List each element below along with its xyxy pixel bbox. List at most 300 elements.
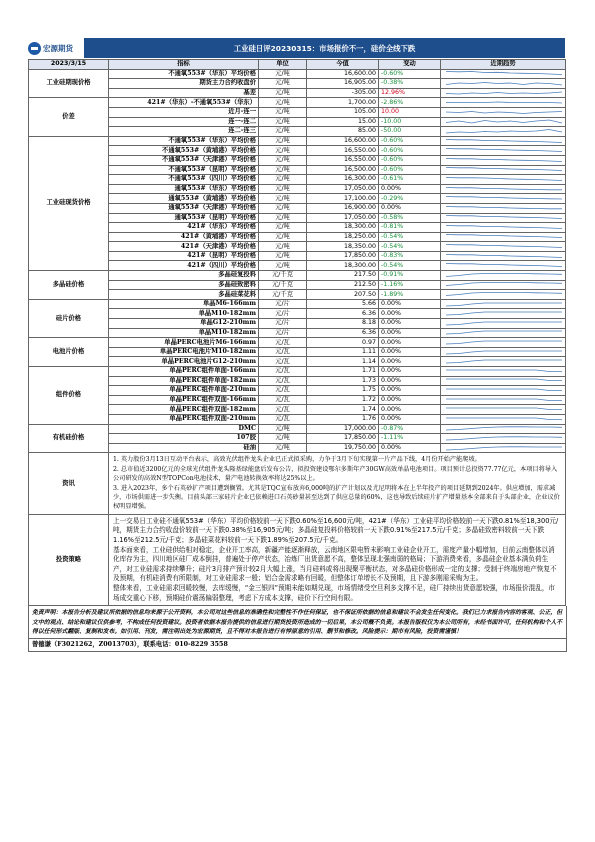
unit-cell: 元/吨	[259, 213, 307, 223]
unit-cell: 元/吨	[259, 203, 307, 213]
indicator-name: 单晶PERC组件单面-210mm	[109, 386, 259, 396]
trend-line	[446, 408, 562, 410]
strategy-paragraph: 上一交易日工业硅不通氧553#（华东）平均价格较前一天下跌0.60%至16,600元/吨，421#（华东）工业硅平均价格较前一天下跌0.81%至18,300元/吨，期货主力合约收盘价较前一天下跌0.38%至16,905元/吨；多晶硅复投料价格较前一天下跌0.91%至217.5元/千克；多晶硅致密料较前一天下跌1.16%至212.5元/千克；多晶硅菜花料较前一天下跌1.89%至207.5元/千克。	[113, 516, 559, 544]
change-cell: -2.86%	[379, 98, 441, 108]
trend-line	[446, 187, 562, 189]
table-row	[29, 155, 566, 165]
value-cell: 18,300.00	[307, 261, 379, 271]
unit-cell: 元/吨	[259, 232, 307, 242]
table-row	[29, 424, 566, 434]
logo-mark-icon	[28, 42, 41, 55]
table-row	[29, 357, 566, 367]
table-row	[29, 242, 566, 252]
unit-cell: 元/吨	[259, 223, 307, 233]
company-logo	[28, 41, 80, 55]
trend-sparkline	[441, 319, 566, 329]
change-cell: -0.38%	[379, 79, 441, 89]
trend-sparkline	[441, 155, 566, 165]
trend-sparkline	[441, 107, 566, 117]
trend-sparkline	[441, 405, 566, 415]
table-row	[29, 165, 566, 175]
indicator-name: 421#（昆明）平均价格	[109, 251, 259, 261]
unit-cell: 元/吨	[259, 127, 307, 137]
trend-line	[446, 437, 562, 440]
trend-line	[446, 264, 562, 267]
table-row	[29, 69, 566, 79]
header-date: 2023/3/15	[29, 60, 109, 70]
change-cell: -10.00	[379, 117, 441, 127]
strategy-label: 投资策略	[29, 514, 109, 605]
category-label: 价差	[29, 98, 109, 136]
unit-cell: 元/吨	[259, 79, 307, 89]
change-cell: -0.54%	[379, 242, 441, 252]
change-cell: 12.96%	[379, 88, 441, 98]
trend-line	[446, 351, 562, 354]
indicator-name: 期货主力合约收盘价	[109, 79, 259, 89]
change-cell: 0.00%	[379, 395, 441, 405]
trend-line	[446, 216, 562, 219]
strategy-row	[29, 514, 566, 605]
indicator-name: 通氧553#（华东）平均价格	[109, 184, 259, 194]
trend-line	[446, 389, 562, 391]
trend-sparkline	[441, 213, 566, 223]
trend-sparkline	[441, 175, 566, 185]
unit-cell: 元/千克	[259, 280, 307, 290]
indicator-name: 421#（天津港）平均价格	[109, 242, 259, 252]
table-row	[29, 98, 566, 108]
trend-line	[446, 341, 562, 344]
trend-sparkline	[441, 376, 566, 386]
trend-line	[446, 235, 562, 238]
table-body	[29, 69, 566, 453]
change-cell: -1.89%	[379, 290, 441, 300]
value-cell: 16,500.00	[307, 165, 379, 175]
table-row	[29, 271, 566, 281]
trend-sparkline	[441, 194, 566, 204]
disclaimer: 免责声明：本报告分析及建议所依据的信息均来源于公开资料，本公司对这些信息的准确性和完整性不作任何保证，也不保证所依据的信息和建议不会发生任何变化。我们已力求报告内容的客观、公正，但文中的观点、结论和建议仅供参考，不构成任何投资建议。投资者依据本报告提供的信息进行期货投资所造成的一切后果，本公司概不负责。本报告版权仅为本公司所有，未经书面许可，任何机构和个人不得以任何形式翻版、复制和发布。如引用、刊发，需注明出处为宏源期货，且不得对本报告进行有悖原意的引用、删节和修改。风险提示：期市有风险，投资需谨慎！	[28, 606, 567, 639]
value-cell: 1.71	[307, 367, 379, 377]
indicator-name: 通氧553#（昆明）平均价格	[109, 213, 259, 223]
change-cell: -0.60%	[379, 136, 441, 146]
change-cell: 0.00%	[379, 319, 441, 329]
indicator-name: 单晶M10-182mm	[109, 328, 259, 338]
value-cell: 1.14	[307, 357, 379, 367]
trend-sparkline	[441, 69, 566, 79]
news-label: 资讯	[29, 453, 109, 514]
change-cell: 0.00%	[379, 357, 441, 367]
trend-line	[446, 446, 562, 449]
trend-line	[446, 111, 562, 113]
value-cell: 207.50	[307, 290, 379, 300]
indicator-name: 单晶PERC组件单面-182mm	[109, 376, 259, 386]
table-row	[29, 127, 566, 137]
unit-cell: 元/瓦	[259, 357, 307, 367]
value-cell: 17,050.00	[307, 213, 379, 223]
table-row	[29, 328, 566, 338]
value-cell: 18,300.00	[307, 223, 379, 233]
change-cell: -1.16%	[379, 280, 441, 290]
indicator-name: 不通氧553#（昆明）平均价格	[109, 165, 259, 175]
indicator-name: 单晶PERC电池片M6-166mm	[109, 338, 259, 348]
value-cell: 16,900.00	[307, 203, 379, 213]
table-row	[29, 280, 566, 290]
strategy-paragraph: 基本面来看，工业硅供给相对稳定，企业开工率高，新疆产能逐渐释放，云南地区限电暂未影响工业硅企业开工，需度产量小幅增加，目前云南整体以消化库存为主，四川地区硅厂成本倒挂，普遍处于停产状态，冶炼厂出货意愿不高，整体呈现北强南弱的格局；下游消费来看，多晶硅企业基本满负荷生产，对工业硅需求持续攀升；硅片3月排产预计较2月大幅上涨，当月硅料或将出现聚平衡状态，对多晶硅价格形成一定的支撑；受制于终端房地产恢复不及预期，有机硅消费有所限制，对工业硅需求一般；铝合金需求略有回暖，但整体订单增长不及预期，且下游多刚需采购为主。	[113, 545, 557, 583]
unit-cell: 元/瓦	[259, 338, 307, 348]
trend-line	[446, 72, 562, 75]
indicator-name: 连一-连二	[109, 117, 259, 127]
strategy-content	[109, 514, 566, 605]
table-row	[29, 232, 566, 242]
value-cell: 16,300.00	[307, 175, 379, 185]
trend-line	[446, 92, 562, 94]
change-cell: 0.00%	[379, 367, 441, 377]
trend-sparkline	[441, 146, 566, 156]
news-content	[109, 453, 566, 514]
trend-line	[446, 168, 562, 171]
change-cell: 0.00%	[379, 347, 441, 357]
table-row	[29, 299, 566, 309]
table-row	[29, 414, 566, 424]
trend-line	[446, 129, 562, 133]
unit-cell: 元/片	[259, 319, 307, 329]
trend-line	[446, 427, 562, 430]
change-cell: 0.00%	[379, 203, 441, 213]
table-row	[29, 376, 566, 386]
unit-cell: 元/吨	[259, 434, 307, 444]
unit-cell: 元/片	[259, 309, 307, 319]
table-row	[29, 405, 566, 415]
report-header	[28, 38, 565, 58]
change-cell: 0.00%	[379, 386, 441, 396]
news-item: 2. 总市值近3200亿元的全球光伏组件龙头隆基绿能盘后发布公告，拟投资建设鄂尔多斯年产30GW高效单晶电池项目。项目预计总投资77.77亿元，本项目将导入公司研发的高效N型TOPCon电池技术，量产电池转换效率将达25%以上。	[113, 465, 558, 483]
change-cell: 0.00%	[379, 414, 441, 424]
trend-line	[446, 139, 562, 142]
value-cell: 19,750.00	[307, 443, 379, 453]
trend-sparkline	[441, 434, 566, 444]
trend-line	[446, 273, 562, 276]
value-cell: 6.36	[307, 328, 379, 338]
value-cell: 105.00	[307, 107, 379, 117]
change-cell: -0.60%	[379, 165, 441, 175]
news-item: 1. 英力股份3月13日互动平台表示，高效光伏组件龙头企业已正式拟采购，力争于3月下旬实现第一片产品下线，4月份开始产能爬坡。	[113, 456, 481, 464]
value-cell: 1.74	[307, 405, 379, 415]
trend-line	[446, 197, 562, 200]
table-row	[29, 386, 566, 396]
trend-sparkline	[441, 261, 566, 271]
indicator-name: 单晶M6-166mm	[109, 299, 259, 309]
table-row	[29, 117, 566, 127]
value-cell: 16,600.00	[307, 136, 379, 146]
unit-cell: 元/吨	[259, 261, 307, 271]
table-row	[29, 175, 566, 185]
table-row	[29, 261, 566, 271]
unit-cell: 元/吨	[259, 424, 307, 434]
category-label: 有机硅价格	[29, 424, 109, 453]
category-label: 工业硅现货价格	[29, 136, 109, 270]
indicator-name: 421#（华东）-不通氧553#（华东）	[109, 98, 259, 108]
value-cell: 15.00	[307, 117, 379, 127]
value-cell: 16,905.00	[307, 79, 379, 89]
unit-cell: 元/瓦	[259, 405, 307, 415]
trend-line	[446, 82, 562, 85]
trend-sparkline	[441, 347, 566, 357]
indicator-name: 多晶硅致密料	[109, 280, 259, 290]
indicator-name: 不通氧553#（华东）平均价格	[109, 136, 259, 146]
logo-text: 宏源期货	[43, 43, 73, 53]
table-row	[29, 107, 566, 117]
change-cell: 0.00%	[379, 184, 441, 194]
trend-sparkline	[441, 127, 566, 137]
table-row	[29, 319, 566, 329]
change-cell: 0.00%	[379, 443, 441, 453]
value-cell: 17,850.00	[307, 434, 379, 444]
table-row	[29, 213, 566, 223]
unit-cell: 元/吨	[259, 146, 307, 156]
unit-cell: 元/瓦	[259, 376, 307, 386]
table-row	[29, 203, 566, 213]
trend-line	[446, 177, 562, 180]
category-label: 硅片价格	[29, 299, 109, 337]
indicator-name: 不通氧553#（黄埔港）平均价格	[109, 146, 259, 156]
indicator-name: 107胶	[109, 434, 259, 444]
change-cell: -0.54%	[379, 232, 441, 242]
change-cell: 0.00%	[379, 299, 441, 309]
trend-sparkline	[441, 184, 566, 194]
trend-line	[446, 418, 562, 420]
trend-sparkline	[441, 357, 566, 367]
value-cell: 16,600.00	[307, 69, 379, 79]
unit-cell: 元/瓦	[259, 386, 307, 396]
unit-cell: 元/片	[259, 299, 307, 309]
indicator-name: 连二-连三	[109, 127, 259, 137]
value-cell: 17,850.00	[307, 251, 379, 261]
change-cell: -50.00	[379, 127, 441, 137]
change-cell: -0.29%	[379, 194, 441, 204]
trend-sparkline	[441, 251, 566, 261]
strategy-paragraph: 整体来看，工业硅需求回暖较慢，去库缓慢，“金三银四”预期未能如期兑现，市场情绪受空旦利多支撑不足，硅厂持续出货意愿较强，市场报价混乱，市场成交重心下移，预期硅价震荡偏弱整理，考虑下方成本支撑，硅价下行空间有限。	[113, 583, 556, 602]
value-cell: 1.73	[307, 376, 379, 386]
unit-cell: 元/吨	[259, 242, 307, 252]
change-cell: -0.60%	[379, 146, 441, 156]
header-trend: 近期趋势	[441, 60, 566, 70]
price-table	[28, 59, 566, 606]
indicator-name: 不通氧553#（四川）平均价格	[109, 175, 259, 185]
trend-sparkline	[441, 242, 566, 252]
indicator-name: 多晶硅菜花料	[109, 290, 259, 300]
trend-line	[446, 399, 562, 401]
trend-line	[446, 254, 562, 257]
unit-cell: 元/吨	[259, 194, 307, 204]
trend-line	[446, 322, 562, 325]
trend-sparkline	[441, 203, 566, 213]
table-row	[29, 88, 566, 98]
table-row	[29, 338, 566, 348]
change-cell: -0.87%	[379, 424, 441, 434]
indicator-name: 不通氧553#（天津港）平均价格	[109, 155, 259, 165]
indicator-name: 单晶M10-182mm	[109, 309, 259, 319]
trend-sparkline	[441, 223, 566, 233]
table-row	[29, 443, 566, 453]
table-row	[29, 347, 566, 357]
change-cell: 0.00%	[379, 309, 441, 319]
trend-sparkline	[441, 290, 566, 300]
trend-line	[446, 206, 562, 208]
unit-cell: 元/吨	[259, 443, 307, 453]
indicator-name: 单晶PERC电池片M10-182mm	[109, 347, 259, 357]
value-cell: 6.36	[307, 309, 379, 319]
indicator-name: 单晶PERC电池片G12-210mm	[109, 357, 259, 367]
trend-sparkline	[441, 414, 566, 424]
trend-line	[446, 312, 562, 315]
unit-cell: 元/瓦	[259, 347, 307, 357]
value-cell: 18,250.00	[307, 232, 379, 242]
trend-line	[446, 379, 562, 381]
indicator-name: 421#（黄埔港）平均价格	[109, 232, 259, 242]
category-label: 电池片价格	[29, 338, 109, 367]
unit-cell: 元/吨	[259, 251, 307, 261]
unit-cell: 元/瓦	[259, 414, 307, 424]
trend-sparkline	[441, 309, 566, 319]
value-cell: 16,550.00	[307, 146, 379, 156]
value-cell: 17,100.00	[307, 194, 379, 204]
news-row	[29, 453, 566, 514]
trend-sparkline	[441, 280, 566, 290]
table-row	[29, 146, 566, 156]
trend-sparkline	[441, 328, 566, 338]
trend-sparkline	[441, 386, 566, 396]
table-row	[29, 434, 566, 444]
header-value: 今值	[307, 60, 379, 70]
trend-line	[446, 149, 562, 152]
table-row	[29, 251, 566, 261]
value-cell: 17,000.00	[307, 424, 379, 434]
table-row	[29, 136, 566, 146]
indicator-name: 单晶PERC组件双面-166mm	[109, 395, 259, 405]
table-row	[29, 184, 566, 194]
trend-line	[446, 102, 562, 103]
news-item: 3. 进入2023年，多个石英砂扩产项目遭到搁置。尤其是TQC宣布放弃6,000吨的扩产计划以及尤尼明将本在上半年投产的项目延期到2024年。供应增加，需求减少，市场供需进一步失衡。目前头部三家硅片企业已依赖进口石英砂量甚至达到了供应总量的60%，这也导致后续硅片扩产增量基本全部来自于头部企业，企业议价权明显增强。	[113, 484, 560, 511]
unit-cell: 元/吨	[259, 107, 307, 117]
trend-line	[446, 293, 562, 296]
trend-sparkline	[441, 232, 566, 242]
indicator-name: DMC	[109, 424, 259, 434]
change-cell: -1.11%	[379, 434, 441, 444]
category-label: 工业硅期现价格	[29, 69, 109, 98]
unit-cell: 元/瓦	[259, 395, 307, 405]
unit-cell: 元/吨	[259, 117, 307, 127]
value-cell: 18,350.00	[307, 242, 379, 252]
value-cell: 8.18	[307, 319, 379, 329]
text-sections	[29, 453, 566, 606]
indicator-name: 单晶G12-210mm	[109, 319, 259, 329]
unit-cell: 元/瓦	[259, 367, 307, 377]
value-cell: 0.97	[307, 338, 379, 348]
change-cell: -0.83%	[379, 251, 441, 261]
value-cell: 16,550.00	[307, 155, 379, 165]
change-cell: -0.81%	[379, 223, 441, 233]
value-cell: 5.66	[307, 299, 379, 309]
indicator-name: 通氧553#（黄埔港）平均价格	[109, 194, 259, 204]
value-cell: 217.50	[307, 271, 379, 281]
trend-line	[446, 225, 562, 228]
table-row	[29, 290, 566, 300]
trend-line	[446, 283, 562, 286]
table-row	[29, 223, 566, 233]
analyst-contact: 曾德谦（F3021262，Z0013703），联系电话：010-8229 3558	[28, 639, 567, 652]
table-header-row	[29, 60, 566, 70]
value-cell: 1.76	[307, 414, 379, 424]
unit-cell: 元/吨	[259, 165, 307, 175]
table-row	[29, 395, 566, 405]
trend-line	[446, 360, 562, 363]
value-cell: 17,050.00	[307, 184, 379, 194]
change-cell: -0.61%	[379, 175, 441, 185]
value-cell: 85.00	[307, 127, 379, 137]
change-cell: -0.91%	[379, 271, 441, 281]
unit-cell: 元/片	[259, 328, 307, 338]
table-row	[29, 367, 566, 377]
header-unit: 单位	[259, 60, 307, 70]
indicator-name: 单晶PERC组件双面-210mm	[109, 414, 259, 424]
header-indicator: 指标	[109, 60, 259, 70]
trend-line	[446, 331, 562, 334]
indicator-name: 硅油	[109, 443, 259, 453]
value-cell: 1,700.00	[307, 98, 379, 108]
trend-sparkline	[441, 98, 566, 108]
unit-cell: 元/千克	[259, 271, 307, 281]
change-cell: -0.60%	[379, 69, 441, 79]
trend-sparkline	[441, 367, 566, 377]
value-cell: 1.72	[307, 395, 379, 405]
trend-line	[446, 158, 562, 161]
change-cell: 0.00%	[379, 376, 441, 386]
indicator-name: 421#（四川）平均价格	[109, 261, 259, 271]
unit-cell: 元/吨	[259, 184, 307, 194]
value-cell: 1.11	[307, 347, 379, 357]
trend-sparkline	[441, 271, 566, 281]
change-cell: 0.00%	[379, 405, 441, 415]
trend-line	[446, 245, 562, 248]
trend-line	[446, 370, 562, 372]
trend-sparkline	[441, 443, 566, 453]
trend-sparkline	[441, 136, 566, 146]
unit-cell: 元/吨	[259, 175, 307, 185]
header-change: 变动	[379, 60, 441, 70]
change-cell: -0.60%	[379, 155, 441, 165]
change-cell: -0.58%	[379, 213, 441, 223]
trend-sparkline	[441, 88, 566, 98]
indicator-name: 单晶PERC组件双面-182mm	[109, 405, 259, 415]
trend-sparkline	[441, 165, 566, 175]
indicator-name: 多晶硅复投料	[109, 271, 259, 281]
report-page	[28, 38, 565, 652]
change-cell: -0.54%	[379, 261, 441, 271]
trend-sparkline	[441, 338, 566, 348]
trend-sparkline	[441, 424, 566, 434]
change-cell: 10.00	[379, 107, 441, 117]
value-cell: 1.75	[307, 386, 379, 396]
table-row	[29, 309, 566, 319]
change-cell: 0.00%	[379, 338, 441, 348]
category-label: 多晶硅价格	[29, 271, 109, 300]
unit-cell: 元/吨	[259, 98, 307, 108]
indicator-name: 近月-连一	[109, 107, 259, 117]
indicator-name: 不通氧553#（华东）平均价格	[109, 69, 259, 79]
indicator-name: 基差	[109, 88, 259, 98]
trend-line	[446, 303, 562, 306]
unit-cell: 元/千克	[259, 290, 307, 300]
table-row	[29, 194, 566, 204]
